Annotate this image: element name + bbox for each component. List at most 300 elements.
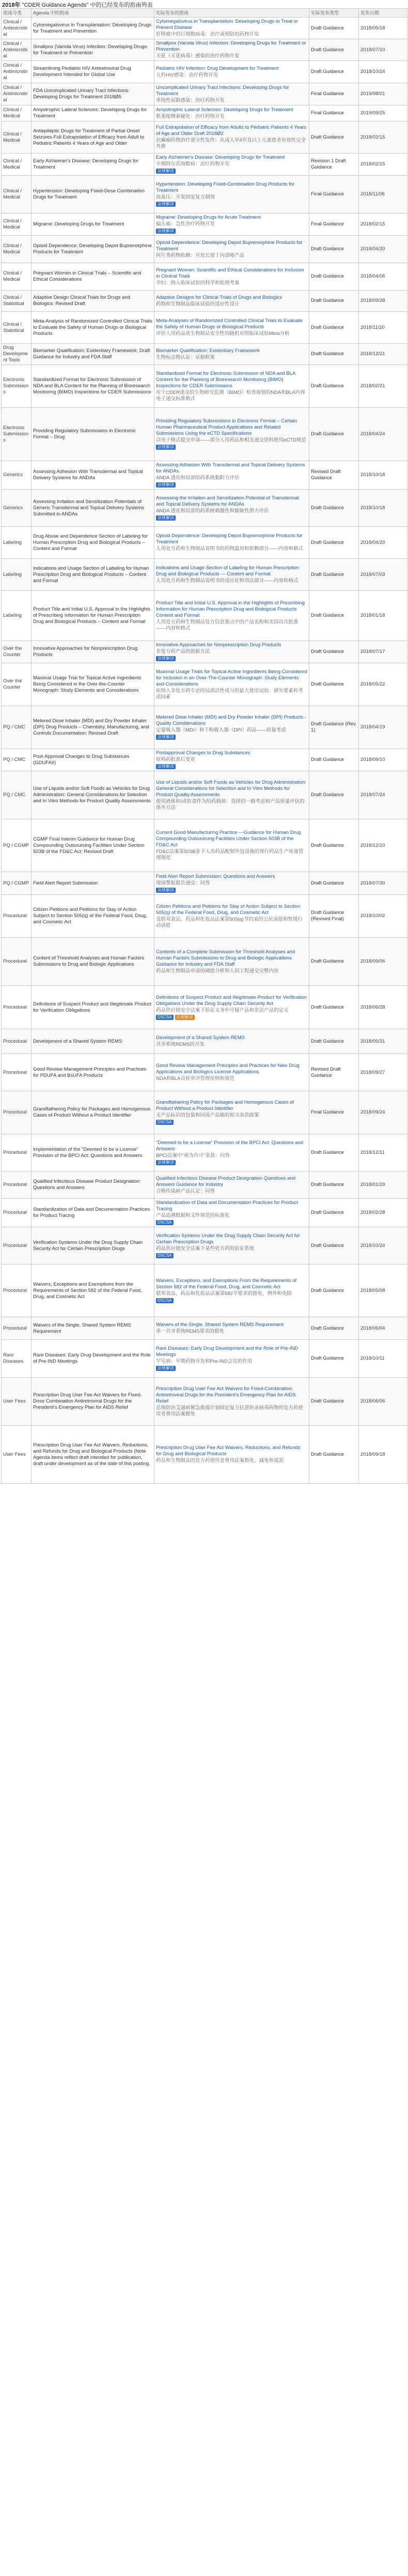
category-cell: Clinical / Statistical [2,312,32,344]
published-title-link[interactable]: "Deemed to be a License" Provision of the BPCI Act: Questions and Answers [156,1139,304,1152]
date-cell: 2018/02/21 [359,365,407,408]
published-title-link[interactable]: Opioid Dependence: Developing Depot Buprenorphine Products for Treatment [156,533,303,545]
published-title-link[interactable]: Uncomplicated Urinary Tract Infections: Developing Drugs for Treatment [156,84,289,97]
table-row [2,986,407,1029]
agenda-cell: Indications and Usage Section of Labeling for Human Prescription Drug and Biological Products – Content and Format [32,559,154,591]
table-row [2,61,407,83]
table-row [2,1171,407,1199]
type-cell: Draft Guidance (Rev. 1) [309,706,359,749]
type-cell: Draft Guidance [309,121,359,154]
agenda-cell: Prescription Drug User Fee Act Waivers, Reductions, and Refunds for Drug and Biological Products (Note Agenda items reflect draft intended for publication, draft under development as of the date of this posting. [32,1426,154,1484]
date-cell: 2018/10/02 [359,895,407,938]
published-cell [154,1378,309,1426]
published-title-link[interactable]: Prescription Drug User Fee Act Waivers for Fixed-Combination Antiretroviral Drugs for the President's Emergency Plan for AIDS Relief [156,1385,296,1404]
table-row [2,895,407,938]
agenda-cell: Definitions of Suspect Product and Illegitimate Product for Verification Obligations [32,986,154,1029]
date-cell: 2018/10/18 [359,490,407,527]
published-title-link[interactable]: Waivers of the Single, Shared System REMS Requirement [156,1322,284,1328]
published-cell [154,214,309,236]
type-cell: Revised Draft Guidance [309,461,359,490]
type-cell: Final Guidance [309,176,359,214]
date-cell: 2018/09/24 [359,1091,407,1134]
published-title-link[interactable]: Postapproval Changes to Drug Substances [156,750,250,756]
published-title-zh: 偏头痛：急性治疗药物开发 [156,221,215,227]
published-cell [154,1227,309,1264]
col-header-agenda: Agenda 中的指南 [32,9,154,18]
published-title-link[interactable]: Providing Regulatory Submissions in Electronic Format – Certain Human Pharmaceutical Product Applications and Related Submissions Using the eCTD Specifications [156,418,297,436]
date-cell: 2018/09/18 [359,1426,407,1484]
agenda-cell: Rare Diseases: Early Drug Development and the Role of Pre-IND Meetings [32,1340,154,1378]
published-title-link[interactable]: Qualified Infectious Disease Product Designation Questions and Answers Guidance for Industry [156,1175,295,1187]
type-cell: Draft Guidance [309,559,359,591]
tag-badge[interactable]: 法规解读 [156,735,176,740]
tag-badge[interactable]: 法规解读 [156,228,176,234]
published-cell [154,749,309,771]
published-title-link[interactable]: Adaptive Designs for Clinical Trials of Drugs and Biologics [156,294,282,300]
category-cell: Clinical / Antimicrobial [2,18,32,39]
published-cell [154,365,309,408]
col-header-published: 实际发布的指南 [154,9,309,18]
table-row [2,1264,407,1317]
type-cell: Draft Guidance [309,591,359,641]
category-cell: Procedural [2,986,32,1029]
table-row [2,1340,407,1378]
date-cell: 2018/06/06 [359,1378,407,1426]
category-cell: Clinical / Medical [2,154,32,176]
type-cell: Draft Guidance [309,1227,359,1264]
type-cell: Draft Guidance [309,1199,359,1227]
col-header-date: 发布日期 [359,9,407,18]
category-cell: Clinical / Statistical [2,291,32,312]
published-title-link[interactable]: Standardization of Data and Documentation Practices for Product Tracing [156,1200,299,1212]
table-row [2,1134,407,1171]
table-row [2,312,407,344]
published-title-link[interactable]: Indications and Usage Section of Labeling for Human Prescription Drug and Biological Products — Content and Format [156,565,300,577]
category-cell: Labeling [2,591,32,641]
table-row [2,938,407,986]
table-row [2,344,407,365]
category-cell: Electronic Submissions [2,365,32,408]
category-cell: Procedural [2,1199,32,1227]
title-text: "CDER Guidance Agends" 中的已经发布的指南列表 [22,2,153,8]
published-title-link[interactable]: Definitions of Suspect Product and Illegitimate Product for Verification Obligations Under the Drug Supply Chain Security Act [156,994,307,1007]
date-cell: 2018/06/04 [359,1317,407,1340]
tag-badge[interactable]: DSCSA [156,1253,174,1258]
table-row [2,105,407,121]
tag-badge[interactable]: 法规解读 [156,764,176,769]
published-cell [154,18,309,39]
category-cell: Procedural [2,1054,32,1091]
type-cell: Draft Guidance [309,61,359,83]
type-cell: Draft Guidance [309,641,359,663]
published-title-link[interactable]: Development of a Shared System REMS [156,1035,245,1041]
date-cell: 2018/07/30 [359,872,407,895]
agenda-cell: Smallpox (Variola Virus) Infection: Developing Drugs for Treatment or Prevention [32,39,154,61]
published-cell [154,490,309,527]
date-cell: 2019/08/01 [359,83,407,105]
published-cell [154,121,309,154]
published-title-zh: 共享系统REMS的开发 [156,1042,205,1047]
published-cell [154,61,309,83]
category-cell: Procedural [2,895,32,938]
category-cell: Clinical / Antimicrobial [2,83,32,105]
published-title-zh: 非处方药产品的创新方法 [156,649,210,654]
tag-badge[interactable]: 法规解读 [156,445,176,450]
tag-badge[interactable]: 法规解读 [156,515,176,521]
agenda-cell: Hypertension: Developing Fixed-Dose Combination Drugs for Treatment [32,176,154,214]
table-row [2,1426,407,1484]
agenda-cell: Assessing Adhesion With Transdermal and Topical Delivery Systems for ANDAs [32,461,154,490]
type-cell: Draft Guidance [309,365,359,408]
table-row [2,154,407,176]
published-title-zh: 单纯性尿路感染：治疗药物开发 [156,97,225,103]
type-cell: Draft Guidance [309,18,359,39]
type-cell: Draft Guidance [309,663,359,706]
published-cell [154,559,309,591]
published-cell [154,591,309,641]
published-title-link[interactable]: Early Alzheimer's Disease: Developing Drugs for Treatment [156,155,285,160]
table-row [2,706,407,749]
published-title-zh: ANDA 透皮和局部给药系统黏附力评估 [156,475,240,481]
type-cell: Draft Guidance [309,1029,359,1054]
published-cell [154,663,309,706]
date-cell: 2018/09/27 [359,1054,407,1091]
published-title-zh: 药品供应链安全法案下验证义务中可疑产品和非法产品的定义 [156,1007,289,1013]
category-cell: Clinical / Medical [2,105,32,121]
date-cell: 2018/05/18 [359,18,407,39]
published-cell [154,312,309,344]
category-cell: Generics [2,490,32,527]
published-title-zh: 人用处方药和生物制品说明书的药物滥用和依赖部分——内容和格式 [156,546,304,552]
published-title-link[interactable]: Pregnant Women: Scientific and Ethical Considerations for Inclusion in Clinical Trials [156,267,304,279]
published-title-zh: 生物标志物认证：证据框架 [156,354,215,360]
tag-badge[interactable]: 法规解读 [156,1160,176,1165]
agenda-cell: Content of Threshold Analyses and Human Factors Submissions to Drug and Biologic Applications [32,938,154,986]
published-title-link[interactable]: Assessing Adhesion With Transdermal and Topical Delivery Systems for ANDAs [156,462,305,474]
published-title-zh: 现场警报报告递交：问答 [156,880,210,886]
agenda-cell: Providing Regulatory Submissions in Electronic Format – Drug [32,408,154,461]
table-row [2,1317,407,1340]
category-cell: Generics [2,461,32,490]
agenda-cell: Standardized Format for Electronic Submission of NDA and BLA Content for the Planning of Bioresearch Monitoring (BIMO) Inspections for CDER Submissions [32,365,154,408]
agenda-cell: Citizen Petitions and Petitions for Stay of Action Subject to Section 505(q) of the Federal Food, Drug, and Cosmetic Act [32,895,154,938]
published-title-zh: 以电子格式提交申请——部分人用药品和相关递交资料使用eCTD规范 [156,437,306,443]
published-title-link[interactable]: Use of Liquids and/or Soft Foods as Vehicles for Drug Administration: General Considerations for Selection and In Vitro Methods for Product Quality Assessments [156,779,306,798]
table-header-row [2,9,407,18]
date-cell: 2018/06/28 [359,986,407,1029]
published-title-link[interactable]: Migraine: Developing Drugs for Acute Treatment [156,215,261,220]
date-cell: 2018/04/20 [359,527,407,559]
tag-badge[interactable]: 法规解读 [175,1015,195,1020]
agenda-cell: Development of a Shared System REMS [32,1029,154,1054]
tag-badge[interactable]: 法规解读 [156,1366,176,1371]
table-row [2,641,407,663]
tag-badge[interactable]: 法规解读 [156,656,176,661]
type-cell: Draft Guidance [309,749,359,771]
type-cell: Draft Guidance [309,986,359,1029]
published-title-link[interactable]: Current Good Manufacturing Practice —Guidance for Human Drug Compounding Outsourcing Facilities Under Section 503B of the FD&C Act [156,830,301,848]
published-title-link[interactable]: Meta-Analyses of Randomized Controlled Clinical Trials to Evaluate the Safety of Human Drugs or Biological Products [156,318,303,330]
type-cell: Draft Guidance [309,1134,359,1171]
date-cell: 2018/11/20 [359,312,407,344]
published-title-zh: 用于CDER递交的生物研究监测（BIMO）检查规划的NDA和BLA内容电子递交标准格式 [156,389,305,402]
category-cell: Clinical / Medical [2,214,32,236]
date-cell: 2018/10/18 [359,461,407,490]
category-cell: Clinical / Medical [2,236,32,263]
published-cell [154,39,309,61]
published-title-zh: BPCI法案中"视为许可"条款：问答 [156,1152,230,1159]
published-title-zh: 联邦食品、药品和化妆品法案第582节要求的豁免、例外和免除 [156,1290,292,1297]
agenda-cell: Antiepileptic Drugs for Treatment of Partial Onset Seizures Full Extrapolation of Efficacy from Adult to Pediatric Patients 4 Years of Age and Older [32,121,154,154]
published-title-link[interactable]: Cytomegalovirus in Transplantation: Developing Drugs to Treat or Prevent Disease [156,19,299,31]
published-cell [154,154,309,176]
published-title-zh: 受联邦食品、药品和化妆品法案第505(q)节约束的公民请愿和暂缓行动请愿 [156,916,303,928]
agenda-cell: FDA Uncomplicated Urinary Tract Infections: Developing Drugs for Treatment 2018Ø5 [32,83,154,105]
category-cell: User Fees [2,1426,32,1484]
published-title-link[interactable]: Hypertension: Developing Fixed-Combination Drug Products for Treatment [156,181,295,193]
published-cell [154,872,309,895]
published-title-zh: 无产品标识的包装和同质产品箱的祖父条款政策 [156,1112,259,1118]
published-cell [154,263,309,291]
type-cell: Final Guidance [309,105,359,121]
published-title-link[interactable]: Waivers, Exceptions, and Exemptions From the Requirements of Section 582 of the Federal Food, Drug, and Cosmetic Act [156,1277,297,1290]
published-title-link[interactable]: Full Extrapolation of Efficacy from Adults to Pediatric Patients 4 Years of Age and Older Draft 2018Ø2 [156,125,307,136]
table-row [2,1091,407,1134]
category-cell: Labeling [2,527,32,559]
type-cell: Final Guidance [309,214,359,236]
table-row [2,236,407,263]
date-cell: 2018/04/06 [359,263,407,291]
table-row [2,1054,407,1091]
date-cell: 2018/09/28 [359,291,407,312]
category-cell: PQ / CGMP [2,819,32,872]
agenda-cell: Cytomegalovirus in Transplantation: Developing Drugs for Treatment and Prevention [32,18,154,39]
agenda-cell: Innovative Approaches for Nonprescription Drug Products [32,641,154,663]
category-cell: Procedural [2,1134,32,1171]
agenda-cell: Maximal Usage Trial for Topical Active Ingredients Being Considered in the Over-the-Counter Monograph: Study Elements and Considerations [32,663,154,706]
date-cell: 2018/02/15 [359,214,407,236]
type-cell: Draft Guidance [309,408,359,461]
category-cell: Clinical / Antimicrobial [2,61,32,83]
tag-badge[interactable]: DSCSA [156,1298,174,1303]
table-row [2,663,407,706]
published-title-link[interactable]: Grandfathering Policy for Packages and Homogenous Cases of Product Without a Product Identifier [156,1100,294,1111]
table-row [2,771,407,819]
published-cell [154,461,309,490]
published-title-link[interactable]: Verification Systems Under the Drug Supply Chain Security Act for Certain Prescription Drugs [156,1232,300,1245]
published-title-zh: 早期阿尔茨海默病：治疗药物开发 [156,161,230,167]
published-title-zh: 肌萎缩侧索硬化：治疗药物开发 [156,113,225,119]
agenda-cell: Implementation of the "Deemed to be a License" Provision of the BPCI Act: Questions and Answers [32,1134,154,1171]
published-title-link[interactable]: Citizen Petitions and Petitions for Stay of Action Subject to Section 505(q) of the Federal Food, Drug, and Cosmetic Act [156,903,301,916]
category-cell: Procedural [2,1317,32,1340]
col-header-type: 实际发布类型 [309,9,359,18]
published-title-zh: 产品追溯数据和文件规范的标准化 [156,1213,230,1218]
table-row [2,527,407,559]
tag-badge[interactable]: DSCSA [156,1015,174,1020]
published-cell [154,895,309,938]
type-cell: Draft Guidance [309,771,359,819]
date-cell: 2018/10/11 [359,1340,407,1378]
type-cell: Draft Guidance [309,819,359,872]
type-cell: Draft Guidance [309,263,359,291]
published-cell [154,83,309,105]
published-title-link[interactable]: Innovative Approaches for Nonprescription Drug Products [156,642,281,648]
published-title-link[interactable]: Biomarker Qualification: Evidentiary Framework [156,347,260,354]
category-cell: Clinical / Medical [2,263,32,291]
category-cell: Procedural [2,1171,32,1199]
date-cell: 2018/09/06 [359,938,407,986]
table-body [2,18,407,1484]
agenda-cell: Assessing Irritation and Sensitization Potentials of Generic Transdermal and Topical Delivery Systems Submitted in ANDAs [32,490,154,527]
year-label: 2018年 [2,2,21,8]
category-cell: Labeling [2,559,32,591]
tag-badge[interactable]: 法规解读 [156,202,176,207]
type-cell: Draft Guidance (Revised Final) [309,895,359,938]
date-cell: 2018/01/18 [359,591,407,641]
date-cell: 2018/10/24 [359,61,407,83]
agenda-cell: CGMP Final Interim Guidance for Human Drug Compounding Outsourcing Facilities Under Section 503B of the FD&C Act; Revised Draft [32,819,154,872]
category-cell: Clinical / Medical [2,121,32,154]
category-cell: Procedural [2,938,32,986]
category-cell: PQ / CMC [2,749,32,771]
type-cell: Final Guidance [309,83,359,105]
date-cell: 2018/01/29 [359,1171,407,1199]
type-cell: Draft Guidance [309,527,359,559]
published-title-zh: 药品和生物制品的处方药使用者费用法案豁免、减免和退款 [156,1458,284,1464]
table-row [2,408,407,461]
category-cell: Over the Counter [2,641,32,663]
table-row [2,1227,407,1264]
category-cell: Procedural [2,1029,32,1054]
date-cell: 2018/05/22 [359,663,407,706]
agenda-cell: Drug Abuse and Dependence Section of Labeling for Human Prescription Drug and Biological Products – Content and Format [32,527,154,559]
published-title-zh: 定量吸入器（MDI）和干粉吸入器（DPI）药品——质量考虑 [156,727,286,733]
type-cell: Draft Guidance [309,39,359,61]
type-cell: Draft Guidance [309,236,359,263]
agenda-cell: Amyotrophic Lateral Sclerosis: Developing Drugs for Treatment [32,105,154,121]
type-cell: Draft Guidance [309,312,359,344]
tag-badge[interactable]: 法规解读 [156,888,176,893]
type-cell: Draft Guidance [309,490,359,527]
published-cell [154,1029,309,1054]
published-cell [154,986,309,1029]
agenda-cell: Streamlining Pediatric HIV Antiretroviral Drug Development Intended for Global Use [32,61,154,83]
date-cell: 2018/04/24 [359,408,407,461]
col-header-category: 指南分类 [2,9,32,18]
published-cell [154,1091,309,1134]
published-title-link[interactable]: Rare Diseases: Early Drug Development and the Role of Pre-IND Meetings [156,1346,299,1358]
category-cell: Procedural [2,1264,32,1317]
published-title-link[interactable]: Metered Dose Inhaler (MDI) and Dry Powder Inhaler (DPI) Products - Quality Considerations [156,714,306,726]
agenda-cell: Biomarker Qualification: Evidentiary Framework; Draft Guidance for Industry and FDA Staff [32,344,154,365]
published-cell [154,1264,309,1317]
published-title-zh: 药品供应链安全法案下某些处方药的验证系统 [156,1245,255,1252]
agenda-cell: Use of Liquids and/or Soft Foods as Vehicles for Drug Administration: General Considerations for Selection and In Vitro Methods for Product Quality Assessments [32,771,154,819]
tag-badge[interactable]: DSCSA [156,1220,174,1225]
tag-badge[interactable]: DSCSA [156,1120,174,1125]
agenda-cell: Good Review Management Principles and Practices for PDUFA and BsUFA Products [32,1054,154,1091]
type-cell: Final Guidance [309,1091,359,1134]
date-cell: 2018/10/24 [359,1227,407,1264]
table-row [2,121,407,154]
published-title-link[interactable]: Prescription Drug User Fee Act Waivers, Reductions, and Refunds for Drug and Biological Products [156,1445,301,1457]
published-title-zh: 单一共享系统REMS要求的豁免 [156,1329,224,1334]
page-title [0,0,408,8]
published-title-zh: 拟纳入非处方药专论的局部活性成分的最大使用试验：研究要素和考虑因素 [156,688,304,700]
category-cell: Rare Diseases [2,1340,32,1378]
agenda-cell: Waivers, Exceptions and Exemptions from the Requirements of Section 582 of the Federal Food, Drug, and Cosmetic Act [32,1264,154,1317]
date-cell: 2018/12/21 [359,344,407,365]
tag-badge[interactable]: 法规解读 [156,482,176,487]
date-cell: 2019/09/25 [359,105,407,121]
published-title-link[interactable]: Opioid Dependence: Developing Depot Buprenorphine Products for Treatment [156,239,303,252]
table-row [2,1029,407,1054]
category-cell: Clinical / Medical [2,176,32,214]
published-cell [154,408,309,461]
published-title-zh: 合格传染病产品认定：问答 [156,1188,215,1194]
category-cell: PQ / CGMP [2,872,32,895]
published-title-link[interactable]: Pediatric HIV Infection: Drug Development for Treatment [156,65,279,71]
published-cell [154,527,309,559]
table-row [2,490,407,527]
published-title-zh: 天花（天花病毒）感染的治疗药物开发 [156,53,240,59]
table-row [2,461,407,490]
date-cell: 2018/05/31 [359,1029,407,1054]
published-title-link[interactable]: Contents of a Complete Submission for Threshold Analyses and Human Factors Submissions to Drug and Biologic Applications Guidance for Industry and FDA Staff [156,949,295,967]
agenda-cell: Post-Approval Changes to Drug Substances (GDUFAII) [32,749,154,771]
published-title-link[interactable]: Assessing the Irritation and Sensitization Potential of Transdermal and Topical Delivery Systems for ANDAs [156,495,299,507]
published-cell [154,344,309,365]
tag-badge[interactable]: 法规解读 [156,169,176,174]
published-cell [154,105,309,121]
type-cell: Draft Guidance [309,1340,359,1378]
guidance-table [1,8,407,1484]
date-cell: 2018/05/08 [359,1264,407,1317]
published-title-zh: NDA和BLA良好审评管理原则和规范 [156,1076,235,1081]
published-title-link[interactable]: Good Review Management Principles and Practices for New Drug Applications and Biologics License Applications [156,1063,300,1075]
published-cell [154,771,309,819]
published-title-link[interactable]: Product Title and Initial U.S. Approval in the Highlights of Prescribing Information for Human Prescription Drug and Biological Products Content and Format [156,600,305,618]
published-title-zh: ANDA 透皮和局部给药系统刺激性和致敏性潜力评估 [156,508,269,514]
table-row [2,83,407,105]
type-cell: Revision 1 Draft Guidance [309,154,359,176]
published-title-zh: 人用处方药和生物制品说明书的适应症和用法部分——内容和格式 [156,578,299,584]
table-row [2,872,407,895]
published-title-link[interactable]: Maximal Usage Trials for Topical Active Ingredients Being Considered for Inclusion in an Over-The-Counter Monograph: Study Elements and Considerations [156,668,307,687]
table-row [2,591,407,641]
agenda-cell: Waivers of the Single, Shared System REMS Requirement [32,1317,154,1340]
table-row [2,819,407,872]
published-cell [154,938,309,986]
published-title-link[interactable]: Amyotrophic Lateral Sclerosis: Developing Drugs for Treatment [156,106,293,113]
published-title-link[interactable]: Field Alert Report Submission: Questions and Answers [156,873,275,879]
agenda-cell: Early Alzheimer's Disease: Developing Drugs for Treatment [32,154,154,176]
agenda-cell: Standardization of Data and Documentation Practices for Product Tracing [32,1199,154,1227]
published-title-zh: 肝移植中的巨细胞病毒：治疗或预防的药物开发 [156,32,259,37]
table-row [2,1378,407,1426]
table-row [2,39,407,61]
agenda-cell: Migraine: Developing Drugs for Treatment [32,214,154,236]
published-title-link[interactable]: Standardized Format for Electronic Submission of NDA and BLA Content for the Planning of Bioresearch Monitoring (BIMO) Inspections for CDER Submissions [156,370,295,389]
date-cell: 2018/02/15 [359,121,407,154]
category-cell: Electronic Submissions [2,408,32,461]
table-row [2,263,407,291]
published-title-link[interactable]: Smallpox (Variola Virus) Infection: Developing Drugs for Treatment or Prevention [156,40,306,52]
published-title-zh: 药物和生物制品临床试验的适应性设计 [156,301,240,307]
type-cell: Draft Guidance [309,1426,359,1484]
date-cell: 2018/04/19 [359,706,407,749]
